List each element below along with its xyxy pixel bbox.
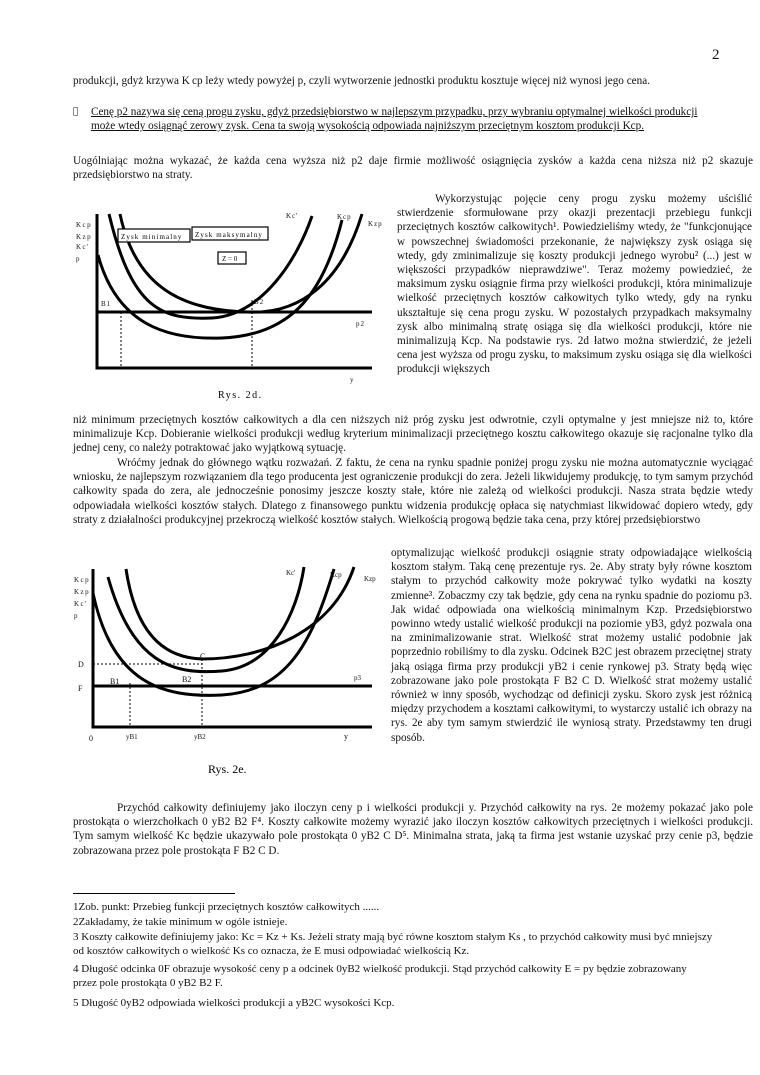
fig-d-label-p2: p2 xyxy=(356,320,365,328)
footnote-5: 5 Długość 0yB2 odpowiada wielkości produkcji a yB2C wysokości Kcp. xyxy=(73,997,395,1009)
fig-e-tick-yb2: yB2 xyxy=(194,733,206,741)
fig-e-axis-kcp: Kcp xyxy=(74,576,91,584)
fig-d-axis-p: p xyxy=(76,255,81,263)
fig-d-label-b1: B1 xyxy=(101,300,112,308)
fig-d-label-y: y xyxy=(350,376,355,384)
fig-d-label-kc: Kc' xyxy=(286,212,299,220)
fig-e-caption: Rys. 2e. xyxy=(208,762,247,776)
fig-d-box-max-text: Zysk maksymalny xyxy=(195,231,264,239)
bullet-definition: Cenę p2 nazywa się ceną progu zysku, gdyż przedsiębiorstwo w najlepszym przypadku, przy wybraniu optymalnej wielkości produkcji może wtedy osiągnąć zerowy zysk. Cena ta swoją wysokością odpowiada najniższym przeciętnym kosztom produkcji Kcp. xyxy=(91,106,698,133)
fig-d-label-b2: B2 xyxy=(254,298,265,306)
fig-e-label-d: D xyxy=(78,660,84,669)
fig-e-axis-p: p xyxy=(74,612,79,620)
fig-e-label-p3: p3 xyxy=(354,674,361,682)
fig-e-label-f: F xyxy=(78,684,83,693)
fig-d-axis-kzp: Kzp xyxy=(76,233,93,241)
fig-e-kc-curve xyxy=(108,567,304,672)
fig-e-label-kcp: Kcp xyxy=(330,571,342,579)
fig-e-label-b2: B2 xyxy=(182,675,192,684)
fig-e-axis-kzp: Kzp xyxy=(74,588,91,596)
fig-e-axes xyxy=(93,569,372,727)
fig-e-label-y: y xyxy=(344,732,348,741)
fig-e-label-origin: 0 xyxy=(89,734,93,743)
page-number: 2 xyxy=(712,47,720,63)
footnote-2: 2Zakładamy, że takie minimum w ogóle istnieje. xyxy=(73,916,288,928)
fig-d-axis-kc: Kc' xyxy=(76,243,90,251)
fig-d-box-min-text: Zysk minimalny xyxy=(121,233,183,241)
fig-e-label-kzp: Kzp xyxy=(364,575,376,583)
footnote-3: 3 Koszty całkowite definiujemy jako: Kc = Kz + Ks. Jeżeli straty mają być równe kosztom stałym Ks , to przychód całkowity musi być mniejszy od kosztów całkowitych o wielkość Ks co oznacza, że E musi odpowiadać wielkością Kz. xyxy=(73,931,713,957)
footnote-4: 4 Długość odcinka 0F obrazuje wysokość ceny p a odcinek 0yB2 wielkość produkcji. Stąd przychód całkowity E = py będzie zobrazowany przez pole prostokąta 0 yB2 B2 F. xyxy=(73,963,687,989)
right-column-paragraph-2: optymalizując wielkość produkcji osiągnie straty odpowiadające wielkością kosztom stałym. Taką cenę prezentuje rys. 2e. Aby straty były równe kosztom stałym to przychód całkowity może pokrywać tylko wydatki na koszty zmienne³. Zobaczmy czy tak będzie, gdy cena na rynku spadnie do poziomu p3. Jak widać odpowiada ona wielkością minimalnym Kzp. Przedsiębiorstwo powinno wtedy ustalić wielkość produkcji na poziomie yB3, gdyż pozwala ona na zminimalizowanie strat. Wielkość strat możemy ustalić podobnie jak poprzednio robiliśmy to dla zysku. Odcinek B2C jest obrazem przeciętnej straty jaką osiąga firma przy produkcji yB2 i cenie rynkowej p3. Straty będą więc zobrazowane jako pole prostokąta F B2 C D. Wielkość strat możemy ustalić również w inny sposób, wychodząc od definicji zysku. Skoro zysk jest różnicą między przychodem a kosztami całkowitymi, to wystarczy ustalić ich obrazy na rys. 2e aby tym samym stwierdzić ile wyniosą straty. Przedstawmy ten drugi sposób. xyxy=(391,547,752,744)
fig-d-label-kcp: Kcp xyxy=(337,213,352,221)
fig-d-caption: Rys. 2d. xyxy=(218,390,263,401)
paragraph-return-topic: Wróćmy jednak do głównego wątku rozważań. Z faktu, że cena na rynku spadnie poniżej progu zysku nie można automatycznie wyciągać wniosku, że najlepszym rozwiązaniem dla tego producenta jest ograniczenie produkcji do zera. Jeżeli likwidujemy produkcję, to tym samym przychód całkowity spada do zera, ale jednocześnie ponosimy jeszcze koszty stałe, które nie zależą od wielkości produkcji. Nasza strata będzie wtedy odpowiadała wielkości kosztów stałych. Dlatego z finansowego punktu widzenia produkcję opłaca się natychmiast likwidować dopiero wtedy, gdy straty z działalności produkcyjnej przekroczą wielkość kosztów stałych. Wielkością progową będzie taka cena, przy której przedsiębiorstwo xyxy=(73,457,753,526)
fig-e-label-c: C xyxy=(200,652,206,661)
generalization-paragraph: Uogólniając można wykazać, że każda cena wyższa niż p2 daje firmie możliwość osiągnięcia zysków a każda cena niższa niż p2 skazuje przedsiębiorstwo na straty. xyxy=(73,155,753,182)
figure-2e xyxy=(72,563,390,778)
bullet-icon xyxy=(73,105,78,119)
footnote-1: 1Zob. punkt: Przebieg funkcji przeciętnych kosztów całkowitych ...... xyxy=(73,901,380,913)
fig-d-box-zero-text: Z = 0 xyxy=(222,255,238,263)
right-column-paragraph-1: Wykorzystując pojęcie ceny progu zysku możemy uściślić stwierdzenie sformułowane przy okazji prezentacji przebiegu funkcji przeciętnych kosztów całkowitych¹. Powiedzieliśmy wtedy, że "funkcjonujące w powszechnej świadomości przekonanie, że największy zysk osiąga się wtedy, gdy zminimalizuje się koszty produkcji jednego wyrobu² (...) jest w większości przypadków nieprawdziwe". Teraz możemy powiedzieć, że maksimum zysku osiągnie firma przy wielkości produkcji, która minimalizuje wielkość przeciętnych kosztów całkowitych tylko wtedy, gdy na rynku ukształtuje się cena progu zysku. W pozostałych przypadkach maksymalny zysk albo minimalną stratę osiąga się dla wielkości produkcji, które nie minimalizują Kcp. Na podstawie rys. 2d łatwo można stwierdzić, że jeżeli cena jest wyższa od progu zysku, to maksimum zysku osiąga się dla wielkości produkcji większych xyxy=(397,193,752,376)
paragraph-price-threshold: niż minimum przeciętnych kosztów całkowitych a dla cen niższych niż próg zysku jest odwrotnie, czyli optymalne y jest mniejsze niż to, które minimalizuje Kcp. Dobieranie wielkości produkcji według kryterium minimalizacji przeciętnego kosztu całkowitego okazuje się racjonalne tylko dla jednej ceny, co należy potraktować jako wyjątkową sytuację. xyxy=(73,414,753,455)
figure-2d xyxy=(72,200,390,406)
fig-e-label-kc: Kc' xyxy=(286,569,296,577)
footnote-divider xyxy=(73,893,235,894)
fig-e-tick-yb1: yB1 xyxy=(126,733,138,741)
fig-d-label-kzp: Kzp xyxy=(368,220,383,228)
fig-e-label-b1: B1 xyxy=(110,677,120,686)
fig-d-axis-kcp: Kcp xyxy=(76,221,93,229)
intro-paragraph: produkcji, gdyż krzywa K cp leży wtedy powyżej p, czyli wytworzenie jednostki produktu kosztuje więcej niż wynosi jego cena. xyxy=(73,75,650,87)
paragraph-total-revenue: Przychód całkowity definiujemy jako iloczyn ceny p i wielkości produkcji y. Przychód całkowity na rys. 2e możemy pokazać jako pole prostokąta o wierzchołkach 0 yB2 B2 F⁴. Koszty całkowite możemy wyrazić jako iloczyn kosztów całkowitych przeciętnych i wielkości produkcji. Tym samym wielkość Kc będzie ukazywało pole prostokąta 0 yB2 C D⁵. Minimalna strata, jaką ta firma jest wstanie uzyskać przy cenie p3, będzie zobrazowana przez pole prostokąta F B2 C D. xyxy=(73,802,753,857)
fig-e-axis-kc: Kc' xyxy=(74,600,88,608)
